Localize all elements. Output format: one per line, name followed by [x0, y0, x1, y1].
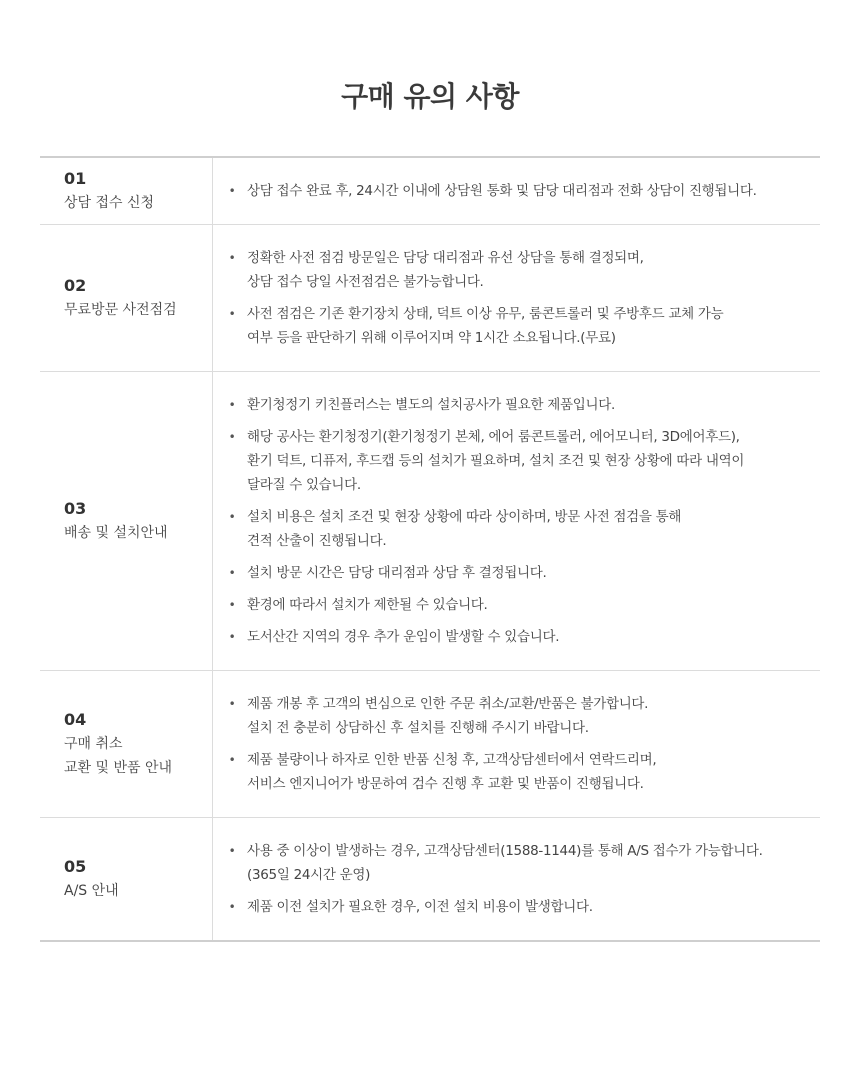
- notice-row-header: [40, 671, 213, 817]
- notice-row-content: [213, 372, 820, 670]
- notice-text: 사전 점검은 기존 환기장치 상태, 덕트 이상 유무, 룸콘트롤러 및 주방후드 교체 가능 여부 등을 판단하기 위해 이루어지며 약 1시간 소요됩니다.(무료): [247, 306, 724, 346]
- bullet-icon: •: [228, 184, 236, 198]
- notice-text: 환기청정기 키친플러스는 별도의 설치공사가 필요한 제품입니다.: [247, 397, 615, 413]
- bullet-icon: •: [228, 398, 236, 412]
- notice-text: 설치 방문 시간은 담당 대리점과 상담 후 결정됩니다.: [247, 565, 547, 581]
- notice-text: 제품 개봉 후 고객의 변심으로 인한 주문 취소/교환/반품은 불가합니다. 설치 전 충분히 상담하신 후 설치를 진행해 주시기 바랍니다.: [247, 696, 649, 736]
- section-label: 구매 취소 교환 및 반품 안내: [64, 736, 173, 776]
- bullet-icon: •: [228, 753, 236, 767]
- notice-text: 해당 공사는 환기청정기(환기청정기 본체, 에어 룸콘트롤러, 에어모니터, 3D에어후드), 환기 덕트, 디퓨저, 후드캡 등의 설치가 필요하며, 설치 조건 및 현장 상황에 따라 내역이 달라질 수 있습니다.: [247, 429, 745, 493]
- notice-row-header: [40, 225, 213, 371]
- notice-list-item: [227, 748, 820, 796]
- notice-text: 환경에 따라서 설치가 제한될 수 있습니다.: [247, 597, 488, 613]
- notice-list-item: [227, 302, 820, 350]
- notice-list: [227, 393, 820, 649]
- bullet-icon: •: [228, 251, 236, 265]
- notice-list-item: [227, 179, 820, 203]
- notice-row-content: [213, 818, 820, 940]
- bullet-icon: •: [228, 598, 236, 612]
- notice-text: 사용 중 이상이 발생하는 경우, 고객상담센터(1588-1144)를 통해 A/S 접수가 가능합니다. (365일 24시간 운영): [247, 843, 763, 883]
- notice-table: [40, 156, 820, 942]
- notice-text: 제품 불량이나 하자로 인한 반품 신청 후, 고객상담센터에서 연락드리며, 서비스 엔지니어가 방문하여 검수 진행 후 교환 및 반품이 진행됩니다.: [247, 752, 657, 792]
- notice-row: [40, 225, 820, 372]
- notice-list-item: [227, 839, 820, 887]
- section-label: A/S 안내: [64, 883, 119, 899]
- notice-list: [227, 179, 820, 203]
- notice-row: [40, 671, 820, 818]
- notice-row-content: [213, 158, 820, 224]
- bullet-icon: •: [228, 630, 236, 644]
- notice-row: [40, 818, 820, 940]
- notice-list-item: [227, 895, 820, 919]
- notice-row: [40, 158, 820, 225]
- notice-row-header: [40, 372, 213, 670]
- notice-row-content: [213, 671, 820, 817]
- notice-list: [227, 246, 820, 350]
- section-number: 04: [64, 710, 87, 729]
- bullet-icon: •: [228, 844, 236, 858]
- bullet-icon: •: [228, 697, 236, 711]
- notice-row-header: [40, 158, 213, 224]
- notice-row: [40, 372, 820, 671]
- section-number: 02: [64, 276, 87, 295]
- notice-text: 제품 이전 설치가 필요한 경우, 이전 설치 비용이 발생합니다.: [247, 899, 593, 915]
- notice-text: 상담 접수 완료 후, 24시간 이내에 상담원 통화 및 담당 대리점과 전화 상담이 진행됩니다.: [247, 183, 757, 199]
- notice-list-item: [227, 625, 820, 649]
- notice-list-item: [227, 246, 820, 294]
- bullet-icon: •: [228, 430, 236, 444]
- bullet-icon: •: [228, 566, 236, 580]
- bullet-icon: •: [228, 510, 236, 524]
- notice-list-item: [227, 425, 820, 497]
- section-number: 05: [64, 857, 87, 876]
- page-title: 구매 유의 사항: [341, 79, 519, 113]
- section-label: 배송 및 설치안내: [64, 525, 168, 541]
- section-label: 무료방문 사전점검: [64, 302, 177, 318]
- notice-list-item: [227, 561, 820, 585]
- notice-list-item: [227, 593, 820, 617]
- bullet-icon: •: [228, 307, 236, 321]
- section-label: 상담 접수 신청: [64, 195, 155, 211]
- notice-text: 정확한 사전 점검 방문일은 담당 대리점과 유선 상담을 통해 결정되며, 상담 접수 당일 사전점검은 불가능합니다.: [247, 250, 644, 290]
- notice-row-content: [213, 225, 820, 371]
- section-number: 01: [64, 169, 87, 188]
- notice-list: [227, 692, 820, 796]
- notice-text: 도서산간 지역의 경우 추가 운임이 발생할 수 있습니다.: [247, 629, 560, 645]
- notice-list-item: [227, 692, 820, 740]
- notice-list: [227, 839, 820, 919]
- notice-list-item: [227, 505, 820, 553]
- section-number: 03: [64, 499, 87, 518]
- bullet-icon: •: [228, 900, 236, 914]
- notice-text: 설치 비용은 설치 조건 및 현장 상황에 따라 상이하며, 방문 사전 점검을 통해 견적 산출이 진행됩니다.: [247, 509, 682, 549]
- notice-row-header: [40, 818, 213, 940]
- notice-list-item: [227, 393, 820, 417]
